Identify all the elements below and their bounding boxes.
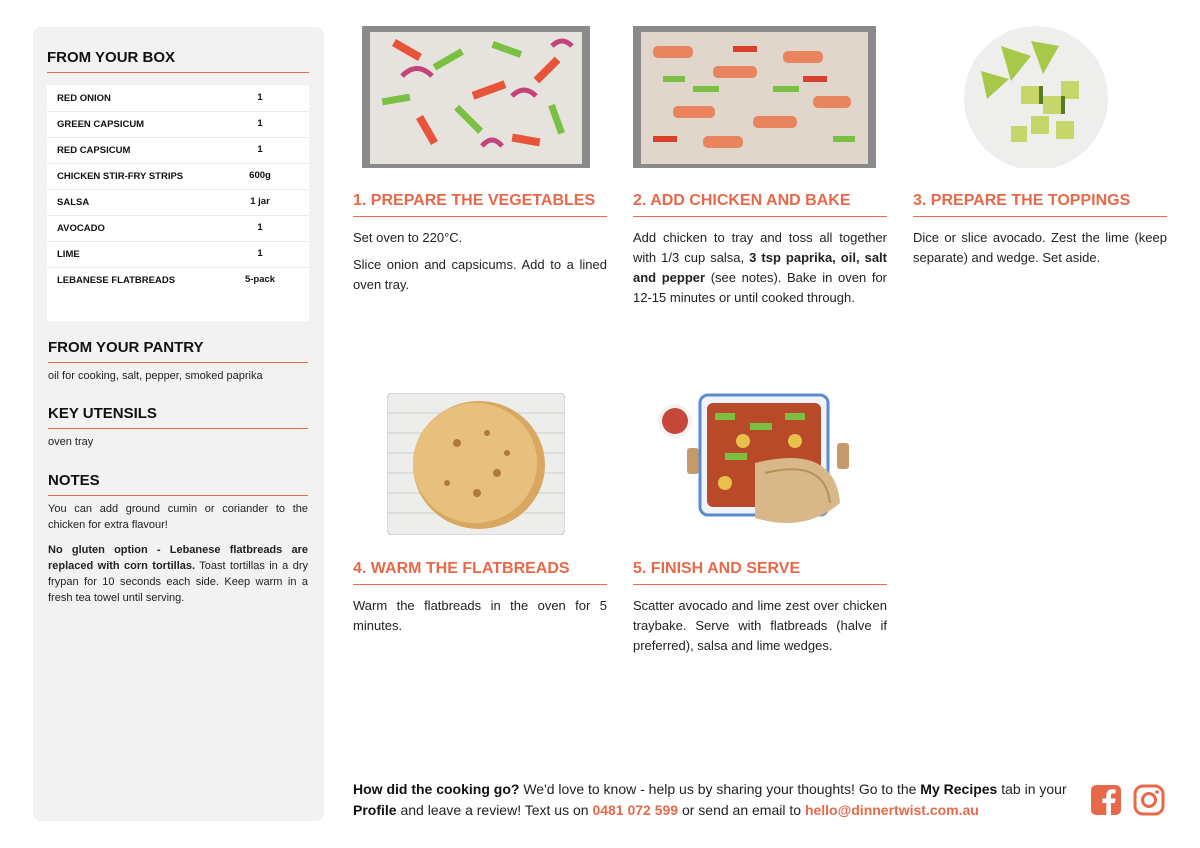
pantry-heading: FROM YOUR PANTRY [48,339,308,363]
profile-label: Profile [353,802,397,818]
from-your-box-heading: FROM YOUR BOX [47,49,309,73]
avocado-lime-plate-image [961,26,1111,168]
step-2-text-bold: 3 tsp paprika, oil, salt and pepper [633,250,887,285]
footer-text-4: or send an email to [678,802,805,818]
step-3-title: 3. PREPARE THE TOPPINGS [913,192,1167,217]
utensils-heading: KEY UTENSILS [48,405,308,429]
ingredient-name: RED ONION [57,93,111,104]
ingredient-qty: 1 [257,92,263,103]
ingredient-qty: 1 jar [250,196,270,207]
step-1-title: 1. PREPARE THE VEGETABLES [353,192,607,217]
table-row [47,163,309,190]
my-recipes-label: My Recipes [920,781,998,797]
instagram-icon[interactable] [1133,784,1165,816]
ingredient-qty: 1 [257,222,263,233]
ingredient-qty: 1 [257,144,263,155]
step-1-paragraph-1: Set oven to 220°C. [353,230,463,245]
chicken-tray-image [633,26,876,168]
ingredient-name: SALSA [57,197,90,208]
step-5-text: Scatter avocado and lime zest over chicken traybake. Serve with flatbreads (halve if preferred), salsa and lime wedges. [633,598,887,653]
ingredient-name: RED CAPSICUM [57,145,131,156]
ingredient-qty: 1 [257,118,263,129]
step-2-text [633,228,887,308]
step-2-text-b: (see notes). Bake in oven for 12-15 minutes or until cooked through. [633,270,887,305]
utensils-text: oven tray [48,436,94,448]
ingredient-qty: 1 [257,248,263,259]
box-ingredients-table [47,85,309,321]
step-4-text: Warm the flatbreads in the oven for 5 minutes. [353,598,607,633]
ingredient-qty: 600g [249,170,271,181]
step-5-title: 5. FINISH AND SERVE [633,560,887,585]
note-2-rest: Toast tortillas in a dry frypan for 10 seconds each side. Keep warm in a fresh tea towel until serving. [48,560,308,604]
vegetables-tray-image [362,26,590,168]
ingredient-name: GREEN CAPSICUM [57,119,145,130]
step-3-text: Dice or slice avocado. Zest the lime (keep separate) and wedge. Set aside. [913,230,1167,265]
footer-question: How did the cooking go? [353,781,520,797]
ingredient-name: LIME [57,249,80,260]
facebook-icon[interactable] [1090,784,1122,816]
table-row [47,189,309,216]
note-1: You can add ground cumin or coriander to the chicken for extra flavour! [48,503,308,531]
step-2-text-a: Add chicken to tray and toss all together with 1/3 cup salsa, [633,230,887,265]
step-4-title: 4. WARM THE FLATBREADS [353,560,607,585]
table-row [47,215,309,242]
sidebar [33,27,324,821]
ingredient-name: CHICKEN STIR-FRY STRIPS [57,171,184,182]
note-2 [48,542,308,606]
table-row [47,241,309,268]
table-row [47,267,309,293]
step-1-text [353,228,607,302]
table-row [47,85,309,112]
step-2-title: 2. ADD CHICKEN AND BAKE [633,192,887,217]
step-1-paragraph-2: Slice onion and capsicums. Add to a lined oven tray. [353,257,607,292]
feedback-footer [353,779,1073,821]
flatbreads-rack-image [387,393,565,535]
ingredient-name: LEBANESE FLATBREADS [57,275,176,286]
table-row [47,137,309,164]
note-2-bold: No gluten option - Lebanese flatbreads are replaced with corn tortillas. [48,544,308,572]
table-row [47,111,309,138]
pantry-text: oil for cooking, salt, pepper, smoked paprika [48,370,263,382]
ingredient-name: AVOCADO [57,223,105,234]
footer-text-3: and leave a review! Text us on [396,802,593,818]
footer-text-1: We'd love to know - help us by sharing your thoughts! Go to the [519,781,921,797]
email-link[interactable]: hello@dinnertwist.com.au [804,802,979,818]
finished-dish-image [655,393,855,535]
notes-heading: NOTES [48,472,308,496]
ingredient-qty: 5-pack [244,274,276,285]
footer-text-2: tab in your [997,781,1067,797]
phone-link[interactable]: 0481 072 599 [592,802,679,818]
